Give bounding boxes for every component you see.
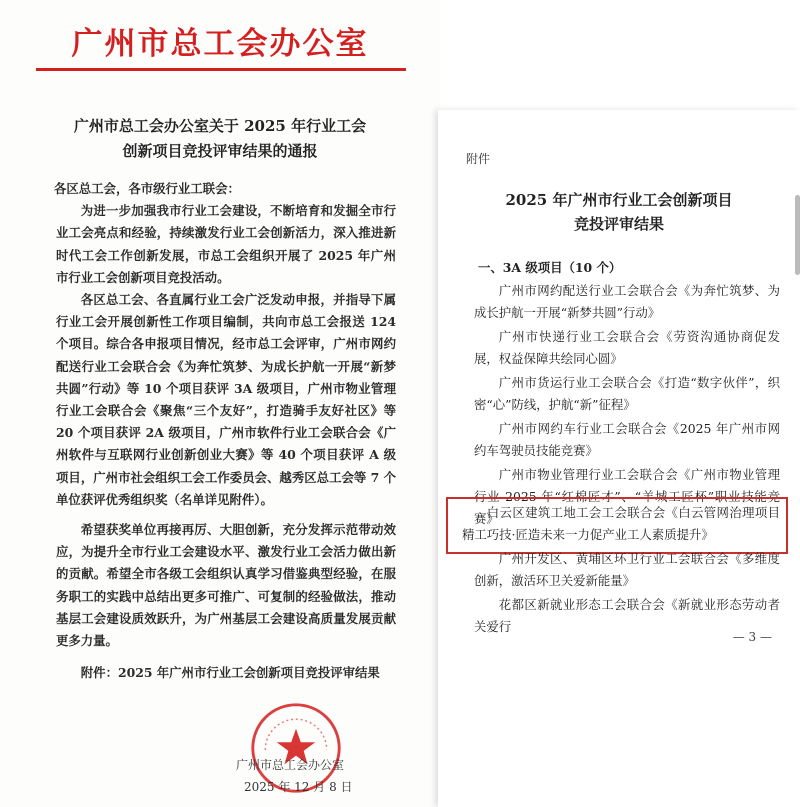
annex-title-line-1: 2025 年广州市行业工会创新项目 xyxy=(505,191,733,209)
paragraph-3: 希望获奖单位再接再厉、大胆创新，充分发挥示范带动效应，为提升全市行业工会建设水平、激发行业工会活力做出新的贡献。希望全市各级工会组织认真学习借鉴典型经验，在服务职工的实践中总结出更多可推广、可复制的经验做法，推动基层工会建设质效跃升，为广州基层工会建设高质量发展贡献更多力量。 xyxy=(56,522,396,649)
red-divider xyxy=(36,68,406,71)
project-item: 广州市快递行业工会联合会《劳资沟通协商促发展，权益保障共绘同心圆》 xyxy=(474,329,780,367)
salutation: 各区总工会，各市级行业工联会： xyxy=(54,181,240,196)
project-item: 花都区新就业形态工会联合会《新就业形态劳动者关爱行 xyxy=(474,597,780,635)
paragraph-2: 各区总工会、各直属行业工会广泛发动申报，并指导下属行业工会开展创新性工作项目编制，共向市总工会报送 124 个项目。综合各申报项目情况，经市总工会评审，广州市网约配送行业工会联合会《为奔忙筑梦、为成长护航一开展“新梦共圆”行动》等 10 个项目获评 3A 级项目，广州市物业管理行业工会联合会《聚焦“三个友好”，打造骑手友好社区》等 20 个项目获评 2A 级项目，广州市软件行业工会联合会《广州软件与互联网行业创新创业大赛》等 40 个项目获评 A 级项目，广州市社会组织工会工作委员会、越秀区总工会等 7 个单位获评优秀组织奖（名单详见附件）。 xyxy=(56,292,396,507)
annex-title-line-2: 竞投评审结果 xyxy=(573,215,664,233)
section-heading: 一、3A 级项目（10 个） xyxy=(478,260,622,275)
scrollbar[interactable] xyxy=(795,195,800,275)
page-number: — 3 — xyxy=(732,630,772,644)
notice-title-line-1: 广州市总工会办公室关于 2025 年行业工会 xyxy=(73,117,367,135)
masthead: 广州市总工会办公室 xyxy=(71,26,369,62)
paragraph-1: 为进一步加强我市行业工会建设，不断培育和发掘全市行业工会亮点和经验，持续激发行业工会创新活力，深入推进新时代工会工作创新发展，市总工会组织开展了 2025 年广州市行业工会创新项目竞投活动。 xyxy=(56,203,396,285)
project-item: 广州市货运行业工会联合会《打造“数字伙伴”，织密“心”防线，护航“新”征程》 xyxy=(474,375,780,413)
right-annex-page xyxy=(438,110,800,807)
attachment-text: 附件：2025 年广州市行业工会创新项目竞投评审结果 xyxy=(80,665,380,680)
notice-body xyxy=(56,178,396,652)
attachment-note xyxy=(56,662,396,684)
project-item: 广州市网约车行业工会联合会《2025 年广州市网约车驾驶员技能竞赛》 xyxy=(474,421,780,459)
annex-label: 附件 xyxy=(466,152,491,166)
signature-org: 广州市总工会办公室 xyxy=(236,758,345,772)
project-item: 广州市物业管理行业工会联合会《广州市物业管理行业 2025 年“红棉匠才”、“羊城工匠杯”职业技能竞赛》 xyxy=(474,467,780,527)
project-item: 广州开发区、黄埔区环卫行业工会联合会《多维度创新，激活环卫关爱新能量》 xyxy=(474,551,780,589)
signature-date: 2025 年 12 月 8 日 xyxy=(244,780,353,794)
project-item: 广州市网约配送行业工会联合会《为奔忙筑梦、为成长护航一开展“新梦共圆”行动》 xyxy=(474,283,780,321)
notice-title-line-2: 创新项目竞投评审结果的通报 xyxy=(122,142,318,160)
project-item-highlighted: 白云区建筑工地工会工会联合会《白云管网治理项目精工巧技·匠造未来一力促产业工人素质提升》 xyxy=(462,505,780,543)
